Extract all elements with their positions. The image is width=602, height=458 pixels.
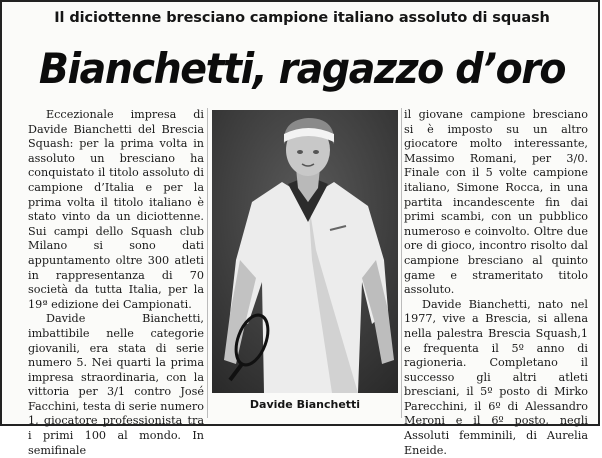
article-kicker: Il diciottenne bresciano campione italiano assoluto di squash (54, 10, 550, 26)
article-headline: Bianchetti, ragazzo d’oro (38, 44, 566, 93)
article-column-left (28, 108, 204, 457)
article-paragraph: il giovane campione bresciano si è imposto su un altro giocatore molto interessante, Massimo Romani, per 3/0. Finale con il 5 volte campione italiano, Simone Rocca, in una partita incandescente fin dai primi scambi, con un pubblico numeroso e coinvolto. Oltre due ore di gioco, incontro risolto dal campione bresciano al quinto game e strameritato titolo assoluto. (404, 108, 588, 297)
article-column-right (404, 108, 588, 457)
article-paragraph: Eccezionale impresa di Davide Bianchetti del Brescia Squash: per la prima volta in assoluto un bresciano ha conquistato il titolo assoluto di campione d’Italia e per la prima volta il titolo italiano è stato vinto da un diciottenne. Sui campi dello Squash club Milano si sono dati appuntamento oltre 300 atleti in rappresentanza di 70 società da tutta Italia, per la 19ª edizione dei Campionati. (28, 108, 204, 311)
article-paragraph: Davide Bianchetti, imbattibile nelle categorie giovanili, era stata di serie numero 5. Nei quarti la prima impresa straordinaria, con la vittoria per 3/1 contro José Facchini, testa di serie numero 1, giocatore professionista tra i primi 100 al mondo. In semifinale (28, 312, 204, 457)
article-paragraph: Davide Bianchetti, nato nel 1977, vive a Brescia, si allena nella palestra Brescia Squash,1 e frequenta il 5º anno di ragioneria. Completano il successo gli altri atleti bresciani, il 5º posto di Mirko Parecchini, il 6º di Alessandro Meroni e il 6º posto, negli Assoluti femminili, di Aurelia Eneide. (404, 297, 588, 457)
column-divider (207, 108, 208, 418)
player-photo (212, 110, 398, 393)
player-photo-illustration (212, 110, 398, 393)
photo-caption: Davide Bianchetti (249, 398, 361, 411)
column-divider (401, 108, 402, 418)
